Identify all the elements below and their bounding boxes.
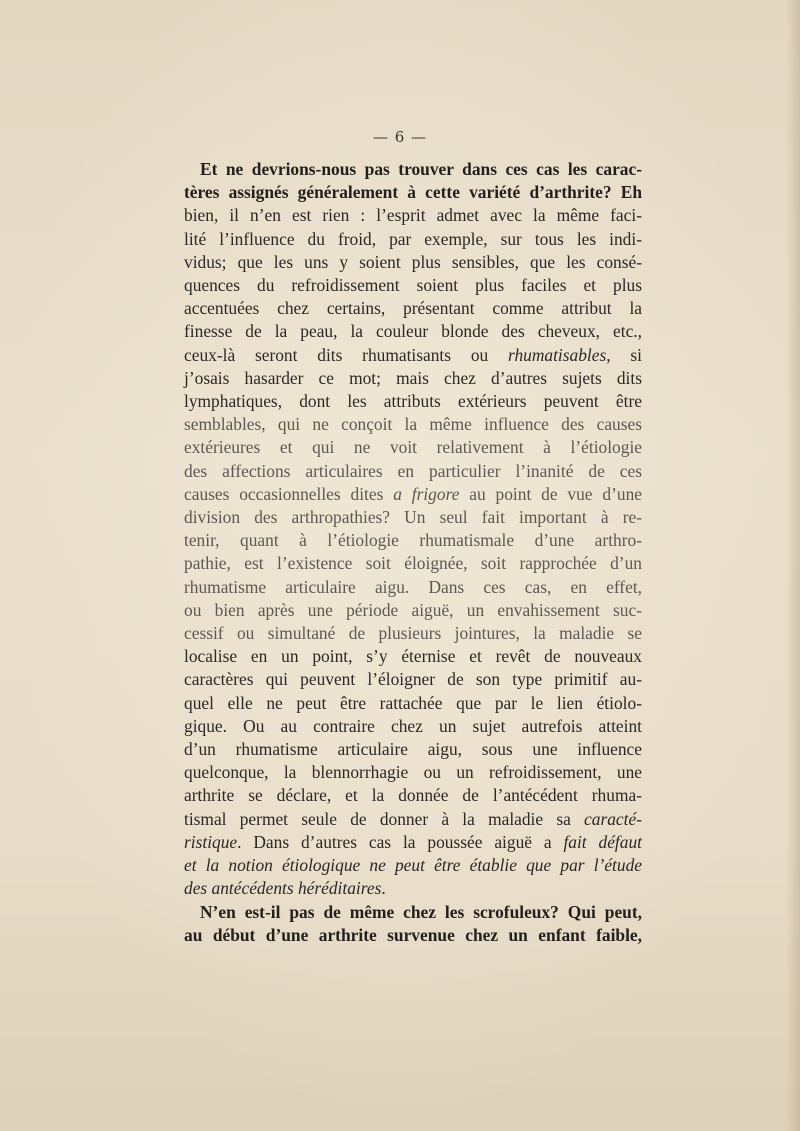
text-line: cessif ou simultané de plusieurs jointures, la maladie se xyxy=(184,623,642,644)
text-line: N’en est-il pas de même chez les scrofuleux? Qui peut, xyxy=(200,901,642,922)
text-line xyxy=(184,831,642,854)
text-line: des affections articulaires en particulier l’inanité de ces xyxy=(184,460,642,481)
text-line: semblables, qui ne conçoit la même influence des causes xyxy=(184,414,642,435)
text-line: vidus; que les uns y soient plus sensibles, que les consé- xyxy=(184,251,642,272)
text-line: tenir, quant à l’étiologie rhumatismale d’une arthro- xyxy=(184,530,642,551)
text-line: caractères qui peuvent l’éloigner de son type primitif au- xyxy=(184,669,642,690)
text-line: quences du refroidissement soient plus faciles et plus xyxy=(184,275,642,296)
text-run: . xyxy=(381,878,386,899)
italic-run: a frigore xyxy=(393,483,460,504)
text-line xyxy=(184,483,642,506)
text-run: . Dans d’autres cas la poussée aiguë a xyxy=(237,831,564,852)
page-number: — 6 — xyxy=(372,128,428,146)
italic-run: caracté- xyxy=(584,808,642,829)
text-line: ou bien après une période aiguë, un envahissement suc- xyxy=(184,599,642,620)
text-line: au début d’une arthrite survenue chez un enfant faible, xyxy=(184,924,642,945)
text-line: quel elle ne peut être rattachée que par le lien étiolo- xyxy=(184,692,642,713)
text-line: arthrite se déclare, et la donnée de l’antécédent rhuma- xyxy=(184,785,642,806)
text-run: ceux-là seront dits rhumatisants ou xyxy=(184,344,508,365)
text-line: lité l’influence du froid, par exemple, sur tous les indi- xyxy=(184,228,642,249)
italic-run: des antécédents héréditaires xyxy=(184,878,382,899)
text-line xyxy=(184,344,642,367)
italic-run: ristique xyxy=(184,831,238,852)
text-line: gique. Ou au contraire chez un sujet autrefois atteint xyxy=(184,715,642,736)
text-line: pathie, est l’existence soit éloignée, soit rapprochée d’un xyxy=(184,553,642,574)
text-run: causes occasionnelles dites xyxy=(184,483,394,504)
text-line: localise en un point, s’y éternise et revêt de nouveaux xyxy=(184,646,642,667)
text-line: rhumatisme articulaire aigu. Dans ces cas, en effet, xyxy=(184,576,642,597)
text-line: j’osais hasarder ce mot; mais chez d’autres sujets dits xyxy=(184,367,642,388)
text-run: au point de vue d’une xyxy=(459,483,642,504)
text-line: division des arthropathies? Un seul fait important à re- xyxy=(184,507,642,528)
text-line: bien, il n’en est rien : l’esprit admet avec la même faci- xyxy=(184,205,642,226)
text-line: finesse de la peau, la couleur blonde des cheveux, etc., xyxy=(184,321,642,342)
text-line: accentuées chez certains, présentant comme attribut la xyxy=(184,298,642,319)
text-run: , si xyxy=(606,344,642,365)
text-line: Et ne devrions-nous pas trouver dans ces cas les carac- xyxy=(200,159,642,179)
text-line xyxy=(184,854,642,877)
text-line xyxy=(184,877,642,900)
text-line: extérieures et qui ne voit relativement à l’étiologie xyxy=(184,437,642,458)
text-line xyxy=(184,808,642,831)
text-line: tères assignés généralement à cette variété d’arthrite? Eh xyxy=(184,182,642,203)
page-edge-shadow xyxy=(786,0,800,1131)
text-run: tismal permet seule de donner à la maladie sa xyxy=(184,808,585,829)
italic-run: fait défaut xyxy=(563,831,642,852)
italic-run: rhumatisables xyxy=(508,344,607,365)
italic-run: et la notion étiologique ne peut être établie que par l’étude xyxy=(184,855,642,876)
body-text xyxy=(184,158,642,947)
text-line: d’un rhumatisme articulaire aigu, sous une influence xyxy=(184,739,642,760)
text-line: lymphatiques, dont les attributs extérieurs peuvent être xyxy=(184,391,642,412)
text-line: quelconque, la blennorrhagie ou un refroidissement, une xyxy=(184,762,642,783)
